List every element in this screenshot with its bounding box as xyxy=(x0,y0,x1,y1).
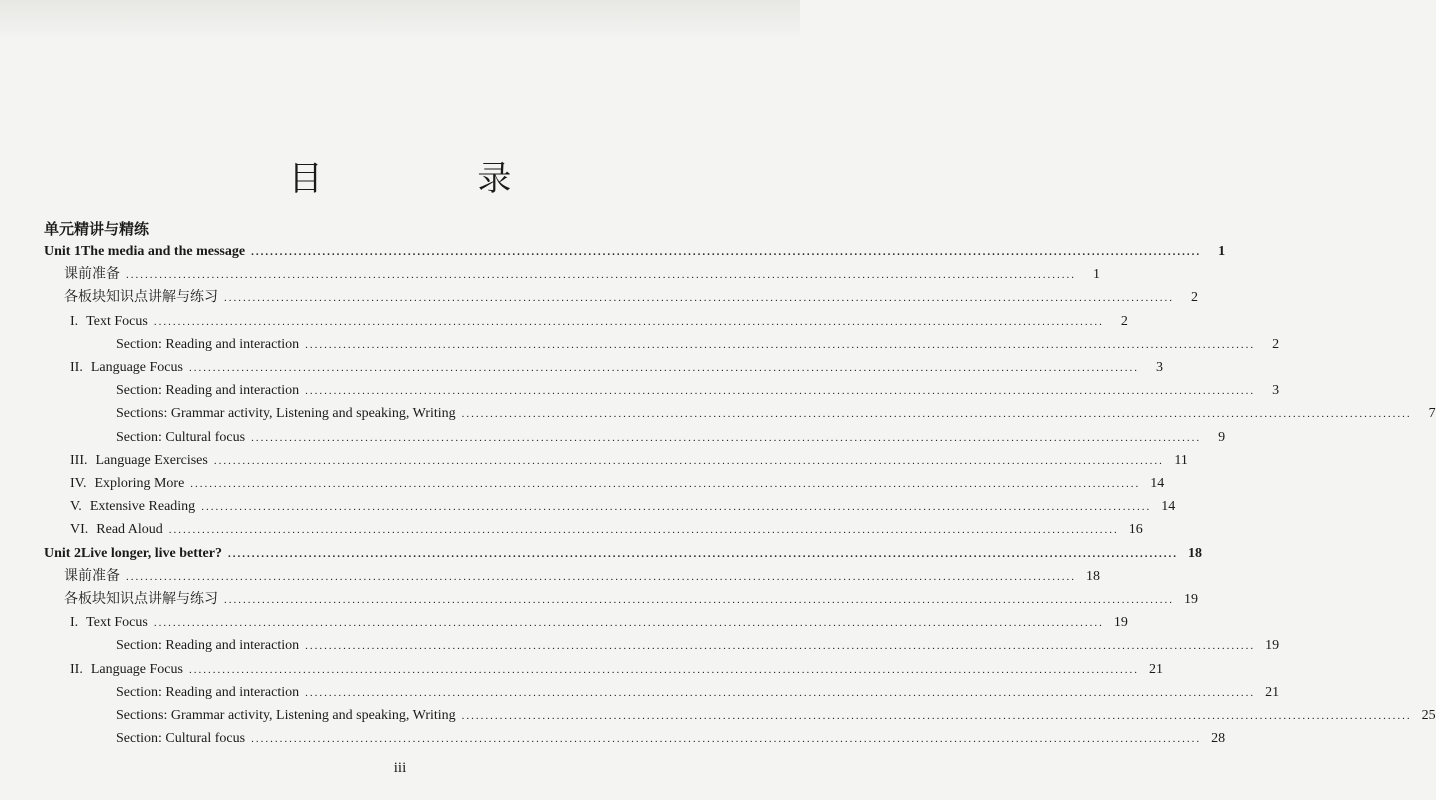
toc-leader-dots: ........................................................................................................................................................................................................ xyxy=(213,454,1164,467)
toc-entry-label: Read Aloud xyxy=(96,522,163,538)
toc-page-number: 1 xyxy=(1218,244,1226,259)
toc-page-number: 18 xyxy=(1187,545,1202,561)
toc-page-number: 16 xyxy=(1128,522,1143,538)
toc-entry[interactable] xyxy=(70,356,1163,379)
toc-entry-label: Language Exercises xyxy=(95,452,208,468)
toc-roman-numeral: I. xyxy=(70,615,79,631)
toc-leader-dots: ........................................................................................................................................................................................................ xyxy=(305,385,1256,398)
toc-entry[interactable] xyxy=(70,495,1176,518)
toc-entry[interactable] xyxy=(116,402,1436,425)
toc-entry-label: The media and the message xyxy=(80,244,246,259)
toc-entry-label: Section: Reading and interaction xyxy=(116,383,300,399)
toc-entry[interactable] xyxy=(116,379,1280,402)
toc-leader-dots: ........................................................................................................................................................................................................ xyxy=(305,686,1256,699)
toc-unit-number: Unit 1 xyxy=(44,244,81,259)
toc-leader-dots: ........................................................................................................................................................................................................ xyxy=(251,246,1202,258)
toc-leader-dots: ........................................................................................................................................................................................................ xyxy=(305,640,1256,653)
toc-entry[interactable] xyxy=(64,565,1100,588)
toc-entry[interactable] xyxy=(116,681,1280,704)
toc-leader-dots: ........................................................................................................................................................................................................ xyxy=(126,269,1076,282)
toc-roman-numeral: II. xyxy=(70,661,83,677)
toc-entry-label: Text Focus xyxy=(86,615,148,631)
toc-roman-numeral: V. xyxy=(70,499,82,515)
toc-entry[interactable] xyxy=(44,240,1226,263)
toc-page-number: 1 xyxy=(1093,267,1100,283)
toc-page-number: 19 xyxy=(1265,638,1280,654)
toc-entry[interactable] xyxy=(70,658,1163,681)
toc-page-number: 9 xyxy=(1218,429,1226,445)
toc-page-number: 18 xyxy=(1086,568,1100,584)
toc-entry[interactable] xyxy=(70,310,1128,333)
section-heading: 单元精讲与精练 xyxy=(44,220,150,238)
toc-entry-label: Section: Reading and interaction xyxy=(116,336,300,352)
toc-page-number: 25 xyxy=(1421,708,1436,723)
toc-entry[interactable] xyxy=(70,449,1188,472)
toc-entry[interactable] xyxy=(64,286,1198,309)
toc-entry[interactable] xyxy=(116,333,1280,356)
toc-page-number: 2 xyxy=(1272,336,1280,352)
toc-entry[interactable] xyxy=(70,518,1143,541)
toc-entry-label: Section: Reading and interaction xyxy=(116,684,300,700)
toc-leader-dots: ........................................................................................................................................................................................................ xyxy=(188,663,1139,676)
toc-roman-numeral: II. xyxy=(70,360,83,375)
toc-entry-label: Section: Cultural focus xyxy=(116,429,246,445)
toc-leader-dots: ........................................................................................................................................................................................................ xyxy=(190,478,1141,490)
toc-entry-label: Extensive Reading xyxy=(89,499,196,515)
toc-entry[interactable] xyxy=(64,263,1100,286)
toc-entry[interactable] xyxy=(116,634,1280,657)
toc-entry-label: Text Focus xyxy=(86,313,148,329)
toc-roman-numeral: III. xyxy=(70,452,88,468)
toc-roman-numeral: IV. xyxy=(70,476,87,491)
toc-leader-dots: ........................................................................................................................................................................................................ xyxy=(251,733,1202,746)
toc-page-number: 14 xyxy=(1161,499,1176,515)
toc-entry-label: Exploring More xyxy=(94,476,185,491)
toc-page-number: 21 xyxy=(1148,661,1163,677)
toc-page-number: 3 xyxy=(1272,383,1280,399)
toc-unit-number: Unit 2 xyxy=(44,545,81,561)
toc-page-number: 2 xyxy=(1120,313,1128,329)
toc-page-number: 21 xyxy=(1265,684,1280,700)
toc-leader-dots: ........................................................................................................................................................................................................ xyxy=(153,617,1104,630)
toc-roman-numeral: I. xyxy=(70,313,79,329)
toc-roman-numeral: VI. xyxy=(70,522,89,538)
toc-leader-dots: ........................................................................................................................................................................................................ xyxy=(126,570,1076,583)
toc-entry-label: Sections: Grammar activity, Listening and speaking, Writing xyxy=(116,406,456,422)
toc-leader-dots: ........................................................................................................................................................................................................ xyxy=(201,501,1152,514)
toc-page-number: 2 xyxy=(1191,290,1198,306)
toc-leader-dots: ........................................................................................................................................................................................................ xyxy=(251,431,1202,444)
toc-leader-dots: ........................................................................................................................................................................................................ xyxy=(461,408,1412,421)
toc-entry[interactable] xyxy=(116,704,1436,727)
toc-entry-label: 各板块知识点讲解与练习 xyxy=(64,591,218,607)
page-title: 目 录 xyxy=(288,158,584,199)
toc-page-number: 19 xyxy=(1113,615,1128,631)
toc-entry-label: Live longer, live better? xyxy=(80,545,222,561)
toc-page-number: 28 xyxy=(1211,731,1226,747)
toc-entry[interactable] xyxy=(116,426,1226,449)
toc-entry[interactable] xyxy=(116,727,1226,750)
toc-page-number: 11 xyxy=(1174,452,1188,468)
toc-entry[interactable] xyxy=(70,472,1165,495)
toc-leader-dots: ........................................................................................................................................................................................................ xyxy=(153,315,1104,328)
header-shadow xyxy=(0,0,800,40)
toc-entry[interactable] xyxy=(44,542,1202,565)
toc-entry[interactable] xyxy=(64,588,1198,611)
toc-entry-label: Language Focus xyxy=(90,661,183,677)
toc-leader-dots: ........................................................................................................................................................................................................ xyxy=(224,594,1174,606)
toc-entry-label: 课前准备 xyxy=(64,266,120,283)
toc-entry-label: Language Focus xyxy=(90,360,183,375)
toc-leader-dots: ........................................................................................................................................................................................................ xyxy=(224,292,1174,305)
toc-page-number: 7 xyxy=(1428,406,1436,422)
toc-leader-dots: ........................................................................................................................................................................................................ xyxy=(227,547,1178,560)
toc-page-number: 19 xyxy=(1184,592,1198,607)
toc-leader-dots: ........................................................................................................................................................................................................ xyxy=(188,362,1139,374)
toc-leader-dots: ........................................................................................................................................................................................................ xyxy=(305,338,1256,351)
page-number: iii xyxy=(393,760,407,776)
toc-entry-label: Section: Reading and interaction xyxy=(116,638,300,654)
toc-page-number: 14 xyxy=(1150,476,1165,491)
toc-entry-label: Section: Cultural focus xyxy=(116,731,246,747)
toc-entry-label: Sections: Grammar activity, Listening and speaking, Writing xyxy=(116,708,456,723)
toc-entry-label: 各板块知识点讲解与练习 xyxy=(64,289,218,306)
toc-leader-dots: ........................................................................................................................................................................................................ xyxy=(461,710,1412,722)
toc-page-number: 3 xyxy=(1155,360,1163,375)
toc-entry[interactable] xyxy=(70,611,1128,634)
toc-leader-dots: ........................................................................................................................................................................................................ xyxy=(168,524,1119,537)
toc-entry-label: 课前准备 xyxy=(64,567,120,584)
